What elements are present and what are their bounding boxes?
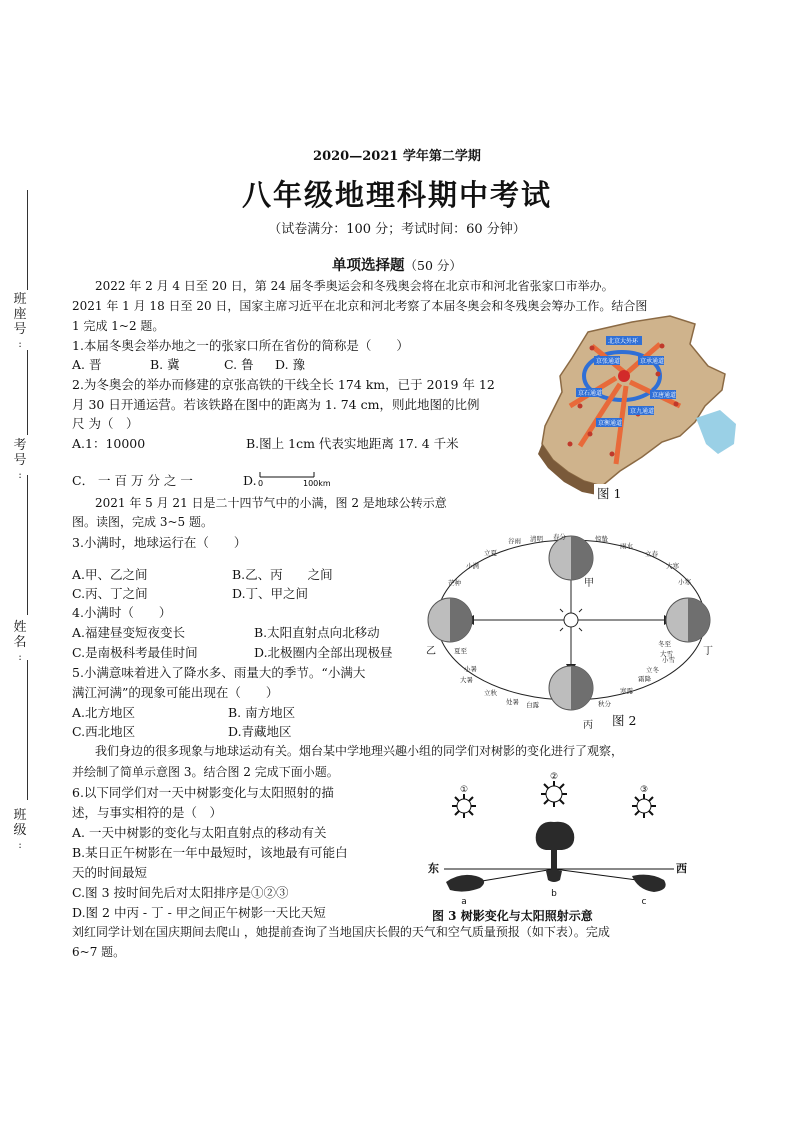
solar-term-label: 小寒 [678, 578, 691, 586]
scale-bar-icon [258, 465, 331, 488]
intro-paragraph: 我们身边的很多现象与地球运动有关。烟台某中学地理兴趣小组的同学们对树影的变化进行了观察， [95, 744, 624, 758]
q1-option-d[interactable]: D. 豫 [275, 357, 306, 372]
q4-option-a[interactable]: A.福建昼变短夜变长 [72, 625, 186, 640]
map-label: 京衡通道 [598, 420, 623, 427]
q2-option-b[interactable]: B.图上 1cm 代表实地距离 17. 4 千米 [246, 436, 459, 451]
map-label: 京唐通道 [652, 392, 677, 399]
q6-option-a[interactable]: A. 一天中树影的变化与太阳直射点的移动有关 [72, 825, 327, 840]
school-year: 2020—2021 学年第二学期 [313, 149, 481, 164]
solar-term-label: 立夏 [484, 549, 497, 557]
q3-option-b[interactable]: B.乙、丙 之间 [232, 567, 333, 582]
map-label: 北京大外环 [608, 338, 639, 345]
map-label: 京九通道 [630, 408, 655, 415]
solar-term-label: 立冬 [646, 666, 659, 674]
q1-option-a[interactable]: A. 晋 [72, 357, 102, 372]
question-5-stem: 满江河满”的现象可能出现在（ ） [72, 685, 279, 700]
q6-option-d[interactable]: D.图 2 中丙 - 丁 - 甲之间正午树影一天比天短 [72, 905, 326, 920]
margin-line [27, 475, 28, 615]
map-label: 京承通道 [640, 358, 665, 365]
q3-option-c[interactable]: C.丙、丁之间 [72, 586, 148, 601]
solar-term-label: 夏至 [454, 647, 467, 655]
q5-option-a[interactable]: A.北方地区 [72, 705, 136, 720]
solar-term-label: 霜降 [638, 675, 651, 683]
map-label: 京石通道 [578, 390, 603, 397]
q5-option-c[interactable]: C.西北地区 [72, 724, 136, 739]
figure-2-orbit [420, 528, 720, 740]
figure-2-caption: 图 2 [612, 713, 637, 728]
q1-option-b[interactable]: B. 冀 [150, 357, 180, 372]
q5-option-d[interactable]: D.青藏地区 [228, 724, 292, 739]
q2-option-d[interactable]: D. 0 100km [243, 471, 323, 495]
solar-term-label: 立秋 [484, 689, 497, 697]
question-3-stem: 3.小满时，地球运行在（ ） [72, 535, 247, 550]
solar-term-label: 秋分 [598, 700, 611, 708]
scale-end: 100km [303, 479, 331, 488]
shadow-mark: b [551, 889, 557, 899]
q2-option-c[interactable]: C． 一 百 万 分 之 一 [72, 473, 193, 488]
question-2-stem: 2.为冬奥会的举办而修建的京张高铁的干线全长 174 km，已于 2019 年 12 [72, 377, 495, 392]
map-label: 京张通道 [596, 358, 621, 365]
solar-term-label: 小满 [466, 562, 479, 570]
q6-option-c[interactable]: C.图 3 按时间先后对太阳排序是①②③ [72, 885, 289, 900]
solar-term-label: 雨水 [620, 542, 633, 550]
sun-position-mark: ③ [639, 785, 649, 795]
question-1-stem: 1.本届冬奥会举办地之一的张家口所在省份的简称是（ ） [72, 338, 409, 353]
question-5-stem: 5.小满意味着进入了降水多、雨量大的季节。“小满大 [72, 665, 366, 680]
solar-term-label: 立春 [645, 550, 658, 558]
solar-term-label: 大雪 [660, 650, 673, 658]
solar-term-label: 谷雨 [508, 537, 521, 545]
orbit-position-jia: 甲 [584, 578, 594, 589]
figure-3-caption: 图 3 树影变化与太阳照射示意 [432, 909, 593, 923]
solar-term-label: 大寒 [666, 562, 679, 570]
intro-paragraph: 并绘制了简单示意图 3。结合图 2 完成下面小题。 [72, 765, 339, 779]
direction-west: 西 [676, 862, 687, 875]
q3-option-d[interactable]: D.丁、甲之间 [232, 586, 309, 601]
scale-start: 0 [258, 479, 264, 488]
solar-term-label: 惊蛰 [595, 535, 608, 543]
question-6-stem: 6.以下同学们对一天中树影变化与太阳照射的描 [72, 785, 334, 800]
solar-term-label: 春分 [553, 533, 566, 541]
orbit-position-bing: 丙 [583, 720, 593, 731]
intro-paragraph: 图。读图，完成 3~5 题。 [72, 515, 213, 529]
q1-option-c[interactable]: C. 鲁 [224, 357, 254, 372]
q3-option-a[interactable]: A.甲、乙之间 [72, 567, 148, 582]
name-label: 姓名 : [13, 620, 27, 663]
question-6-stem: 述，与事实相符的是（ ） [72, 805, 223, 820]
intro-paragraph: 2021 年 1 月 18 日至 20 日，国家主席习近平在北京和河北考察了本届冬奥会和冬残奥会筹办工作。结合图 [72, 299, 648, 313]
seat-number-label: 班座号 : [13, 292, 27, 350]
intro-paragraph: 2022 年 2 月 4 日至 20 日，第 24 届冬季奥运会和冬残奥会将在北京市和河北省张家口市举办。 [95, 279, 614, 293]
solar-term-label: 清明 [530, 535, 543, 543]
sun-position-mark: ② [549, 772, 559, 782]
solar-term-label: 白露 [526, 701, 539, 709]
shadow-mark: a [461, 897, 467, 907]
intro-paragraph: 刘红同学计划在国庆期间去爬山 ，她提前查询了当地国庆长假的天气和空气质量预报（如下表）。完成 [72, 925, 610, 939]
shadow-mark: c [641, 897, 647, 907]
margin-line [27, 660, 28, 800]
q6-option-b-cont: 天的时间最短 [72, 865, 148, 880]
section-heading: 单项选择题（50 分） [332, 257, 462, 274]
solar-term-label: 小暑 [464, 665, 477, 673]
solar-term-label: 芒种 [448, 579, 461, 587]
sun-position-mark: ① [459, 785, 469, 795]
exam-info: （试卷满分：100 分；考试时间：60 分钟） [268, 222, 526, 237]
page-title: 八年级地理科期中考试 [241, 178, 552, 212]
solar-term-label: 小雪 [662, 656, 675, 664]
solar-term-label: 大暑 [460, 676, 473, 684]
exam-number-label: 考号 : [13, 438, 27, 481]
intro-paragraph: 2021 年 5 月 21 日是二十四节气中的小满，图 2 是地球公转示意 [95, 496, 447, 510]
question-2-stem: 月 30 日开通运营。若该铁路在图中的距离为 1. 74 cm，则此地图的比例 [72, 397, 480, 412]
solar-term-label: 寒露 [620, 687, 633, 695]
question-4-stem: 4.小满时（ ） [72, 605, 172, 620]
intro-paragraph: 1 完成 1~2 题。 [72, 319, 165, 333]
q4-option-b[interactable]: B.太阳直射点向北移动 [254, 625, 380, 640]
question-2-stem: 尺 为（ ） [72, 416, 139, 431]
figure-3-shadow [424, 772, 692, 910]
q2-option-a[interactable]: A.1：10000 [72, 436, 146, 451]
q5-option-b[interactable]: B. 南方地区 [228, 705, 296, 720]
solar-term-label: 冬至 [658, 640, 671, 648]
q4-option-c[interactable]: C.是南极科考最佳时间 [72, 645, 198, 660]
q4-option-d[interactable]: D.北极圈内全部出现极昼 [254, 645, 393, 660]
intro-paragraph: 6~7 题。 [72, 945, 126, 959]
class-label: 班级 : [13, 808, 27, 851]
orbit-position-yi: 乙 [426, 646, 436, 657]
q6-option-b[interactable]: B.某日正午树影在一年中最短时，该地最有可能白 [72, 845, 348, 860]
figure-1-map [520, 314, 745, 509]
solar-term-label: 处暑 [506, 698, 519, 706]
margin-line [27, 350, 28, 435]
figure-1-caption: 图 1 [594, 484, 624, 502]
orbit-position-ding: 丁 [703, 646, 713, 657]
direction-east: 东 [428, 862, 439, 875]
